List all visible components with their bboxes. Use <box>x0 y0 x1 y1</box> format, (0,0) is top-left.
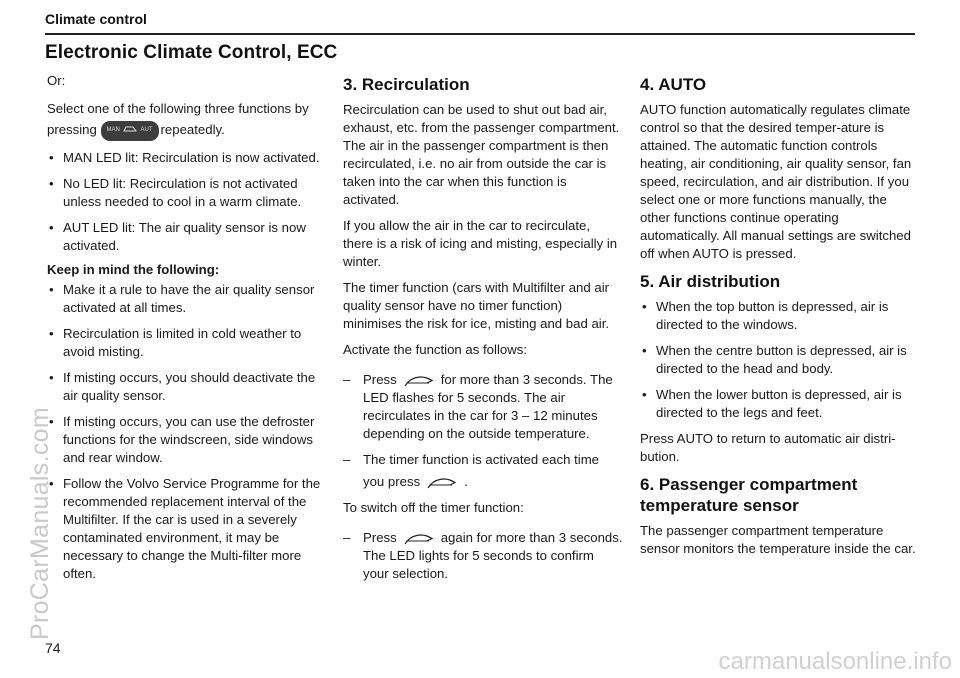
intro-pressing: pressing <box>47 122 97 137</box>
side-watermark: ProCarManuals.com <box>26 407 54 640</box>
step-press: Press <box>363 530 397 545</box>
step-item <box>343 371 623 443</box>
page-title: Electronic Climate Control, ECC <box>45 42 338 63</box>
step-period: . <box>464 474 468 489</box>
paragraph: If you allow the air in the car to recirculate, there is a risk of icing and misting, especially in winter. <box>343 218 618 269</box>
step-item <box>343 529 623 583</box>
intro-line-a: Select one of the following three functions by <box>47 101 309 116</box>
paragraph: AUTO function automatically regulates climate control so that the desired temper-ature is attained. The automatic function controls heating, air conditioning, air quality sensor, fan speed, recirculation, and air distribution. If you select one or more functions manually, the other functions continue operating automatically. All manual settings are switched off when AUTO is pressed. <box>640 102 912 261</box>
function-list <box>47 149 323 255</box>
step-text: for more than 3 seconds. The LED flashes for 5 seconds. The air recirculates in the car for 3 – 12 minutes depending on the outside temperature. <box>363 372 613 441</box>
air-distribution-list <box>640 298 920 422</box>
dash-mark: – <box>343 372 351 387</box>
list-item: • MAN LED lit: Recirculation is now activated. <box>47 149 323 167</box>
auto-heading: 4. AUTO <box>640 75 707 94</box>
temperature-sensor-heading: 6. Passenger compartment temperature sensor <box>640 475 858 515</box>
list-item: • If misting occurs, you should deactivate the air quality sensor. <box>47 369 323 405</box>
list-item: • Follow the Volvo Service Programme for the recommended replacement interval of the Multifilter. If the car is used in a severely contaminated environment, it may be necessary to change the Multi-filter more often. <box>47 475 323 583</box>
paragraph: The timer function (cars with Multifilter and air quality sensor have no timer function) minimises the risk for ice, misting and bad air. <box>343 280 610 331</box>
step-item <box>343 449 623 493</box>
recirculation-icon <box>401 373 437 389</box>
column-right <box>640 74 920 566</box>
section-header: Climate control <box>45 11 147 27</box>
recirculation-icon <box>424 475 460 491</box>
recirculation-icon <box>401 531 437 547</box>
page-number: 74 <box>45 640 61 656</box>
paragraph: Recirculation can be used to shut out bad air, exhaust, etc. from the passenger compartment. The air in the passenger compartment is then recirculated, i.e. no air from outside the car is taken into the car when this function is activated. <box>343 102 620 207</box>
aut-label: AUT <box>140 126 153 133</box>
column-middle <box>343 74 623 589</box>
keep-in-mind-heading: Keep in mind the following: <box>47 261 220 277</box>
keep-in-mind-list <box>47 281 323 583</box>
switch-off-steps <box>343 529 623 583</box>
list-item: • When the top button is depressed, air is directed to the windows. <box>640 298 920 334</box>
air-distribution-heading: 5. Air distribution <box>640 272 781 291</box>
list-item: • When the lower button is depressed, air is directed to the legs and feet. <box>640 386 920 422</box>
paragraph: Press AUTO to return to automatic air distri-bution. <box>640 431 896 464</box>
or-text: Or: <box>47 73 66 88</box>
list-item: • AUT LED lit: The air quality sensor is now activated. <box>47 219 323 255</box>
paragraph: Activate the function as follows: <box>343 342 527 357</box>
activate-steps <box>343 371 623 493</box>
step-text: again for more than 3 seconds. The LED lights for 5 seconds to confirm your selection. <box>363 530 623 581</box>
recirculation-heading: 3. Recirculation <box>343 75 470 94</box>
column-left <box>47 72 323 591</box>
step-text: The timer function is activated each time you press <box>363 452 600 489</box>
dash-mark: – <box>343 530 351 545</box>
list-item: • No LED lit: Recirculation is not activated unless needed to cool in a warm climate. <box>47 175 323 211</box>
bottom-watermark: carmanualsonline.info <box>718 648 952 675</box>
intro-repeatedly: repeatedly. <box>160 122 225 137</box>
list-item: • Recirculation is limited in cold weather to avoid misting. <box>47 325 323 361</box>
list-item: • Make it a rule to have the air quality sensor activated at all times. <box>47 281 323 317</box>
man-aut-button-icon <box>101 121 159 141</box>
step-press: Press <box>363 372 397 387</box>
paragraph: The passenger compartment temperature sensor monitors the temperature inside the car. <box>640 523 916 556</box>
list-item: • If misting occurs, you can use the defroster functions for the windscreen, side windows and rear window. <box>47 413 323 467</box>
paragraph: To switch off the timer function: <box>343 500 524 515</box>
dash-mark: – <box>343 452 351 467</box>
intro-text <box>47 98 323 141</box>
car-icon <box>123 125 137 133</box>
list-item: • When the centre button is depressed, air is directed to the head and body. <box>640 342 920 378</box>
header-divider <box>45 33 915 35</box>
man-label: MAN <box>106 126 120 133</box>
